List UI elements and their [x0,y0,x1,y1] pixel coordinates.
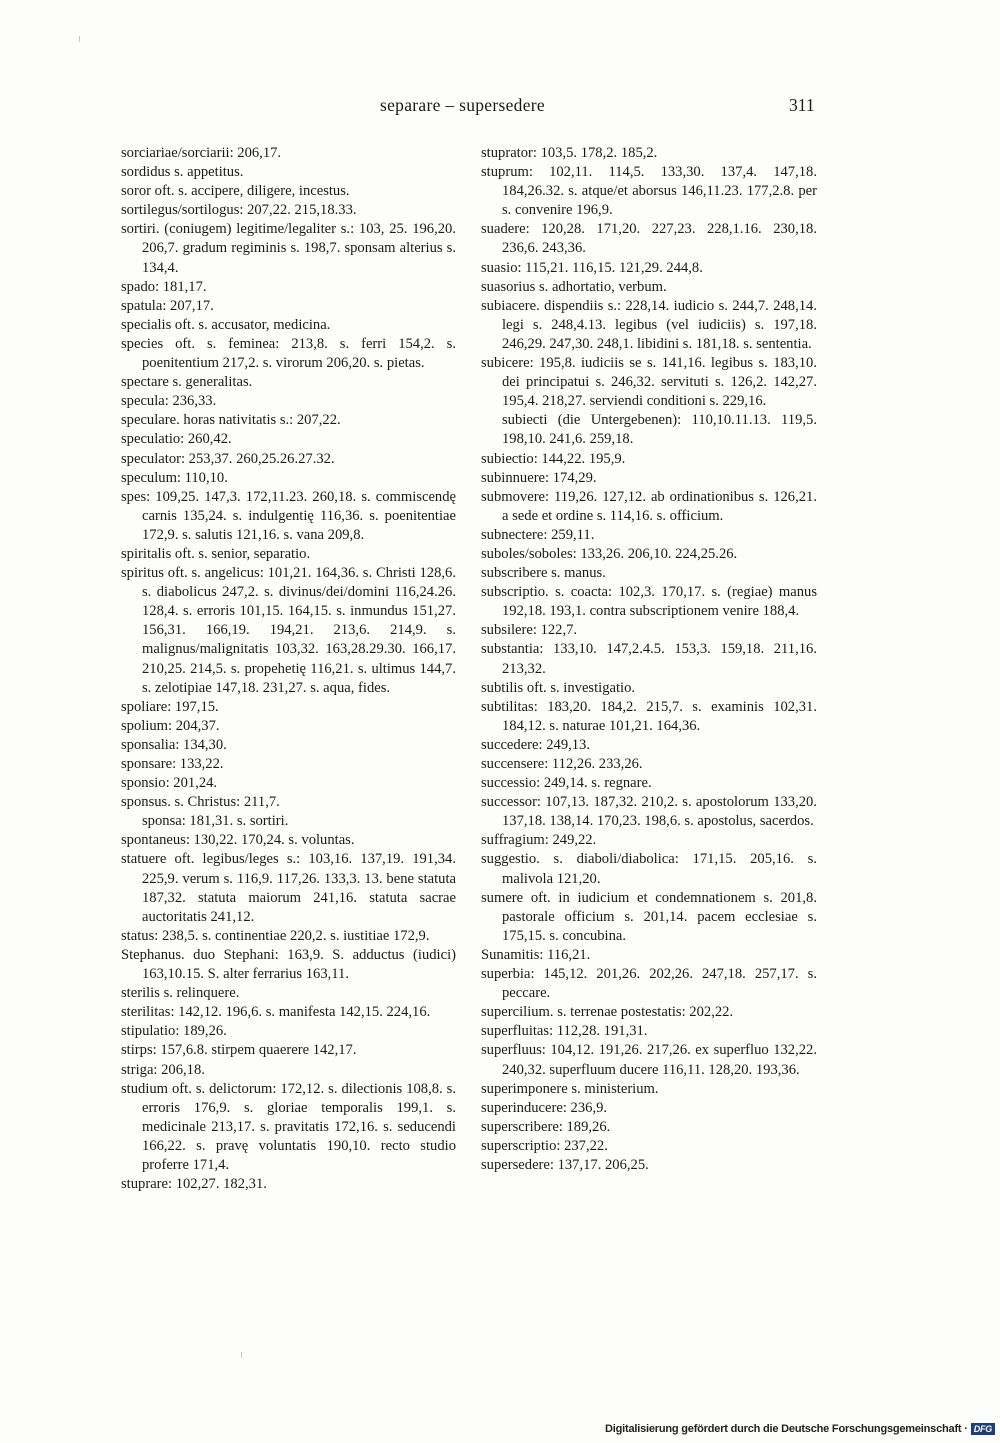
index-entry: specialis oft. s. accusator, medicina. [121,316,331,333]
index-entry: stipulatio: 189,26. [121,1023,227,1040]
funding-text: Digitalisierung gefördert durch die Deutsche Forschungsgemeinschaft · [605,1423,968,1435]
index-entry: stuprare: 102,27. 182,31. [121,1176,267,1193]
index-entry: spiritalis oft. s. senior, separatio. [121,545,311,562]
index-entry: superinducere: 236,9. [481,1099,608,1116]
index-entry: sortiri. (coniugem) legitime/legaliter s.: 103, 25. 196,20. 206,7. gradum regiminis s. 198,7. sponsam alterius s. 134,4. [121,221,456,276]
index-entry: sterilitas: 142,12. 196,6. s. manifesta 142,15. 224,16. [121,1004,431,1021]
dfg-logo-icon: DFG [971,1423,995,1435]
index-entry: superfluitas: 112,28. 191,31. [481,1023,648,1040]
index-entry: sponsalia: 134,30. [121,736,227,753]
index-entry: suffragium: 249,22. [481,832,597,849]
index-entry: sterilis s. relinquere. [121,985,240,1002]
index-entry: speculatio: 260,42. [121,431,232,448]
index-entry: statuere oft. legibus/leges s.: 103,16. 137,19. 191,34. 225,9. verum s. 116,9. 117,26. 133,3. 13. bene statuta 187,32. statuta maiorum 241,16. statuta sacrae auctoritatis 241,12. [121,851,456,925]
index-entry: specula: 236,33. [121,393,217,410]
index-entry: successor: 107,13. 187,32. 210,2. s. apostolorum 133,20. 137,18. 138,14. 170,23. 198,6. s. apostolus, sacerdos. [481,794,817,830]
index-entry: superfluus: 104,12. 191,26. 217,26. ex superfluo 132,22. 240,32. superfluum ducere 116,11. 128,20. 193,36. [481,1042,817,1078]
index-entry: suadere: 120,28. 171,20. 227,23. 228,1.16. 230,18. 236,6. 243,36. [481,221,817,257]
index-column-left [121,144,456,1194]
index-entry: subinnuere: 174,29. [481,469,597,486]
index-entry: spado: 181,17. [121,278,207,295]
index-entry: sordidus s. appetitus. [121,164,244,181]
index-entry: stuprum: 102,11. 114,5. 133,30. 137,4. 147,18. 184,26.32. s. atque/et aborsus 146,11.23. 177,2.8. per s. convenire 196,9. [481,164,817,219]
index-entry: succensere: 112,26. 233,26. [481,756,643,772]
index-entry: successio: 249,14. s. regnare. [481,775,652,792]
index-entry: speculator: 253,37. 260,25.26.27.32. [121,450,335,467]
index-entry: spectare s. generalitas. [121,374,253,391]
index-entry: suggestio. s. diaboli/diabolica: 171,15. 205,16. s. malivola 121,20. [481,851,817,887]
index-entry: subtilitas: 183,20. 184,2. 215,7. s. examinis 102,31. 184,12. s. naturae 101,21. 164,36. [481,698,817,734]
index-entry: striga: 206,18. [121,1061,205,1078]
index-entry: species oft. s. feminea: 213,8. s. ferri 154,2. s. poenitentium 217,2. s. virorum 206,20. s. pietas. [121,335,456,372]
index-entry: subiectio: 144,22. 195,9. [481,450,626,467]
index-entry: stuprator: 103,5. 178,2. 185,2. [481,145,658,161]
index-entry: suboles/soboles: 133,26. 206,10. 224,25.26. [481,545,738,562]
margin-mark [241,1352,242,1358]
index-entry: sorciariae/sorciarii: 206,17. [121,145,282,161]
margin-mark [79,36,80,42]
index-entry: sponsus. s. Christus: 211,7. [121,794,280,811]
index-entry: superbia: 145,12. 201,26. 202,26. 247,18. 257,17. s. peccare. [481,966,817,1002]
running-header [0,95,1000,119]
index-entry: subscriptio. s. coacta: 102,3. 170,17. s. (regiae) manus 192,18. 193,1. contra subscriptionem venire 188,4. [481,584,817,620]
index-entry: superscriptio: 237,22. [481,1137,608,1154]
page-number: 311 [789,95,815,115]
index-entry: supercilium. s. terrenae postestatis: 202,22. [481,1004,734,1021]
index-entry: subiacere. dispendiis s.: 228,14. iudicio s. 244,7. 248,14. legi s. 248,4.13. legibus (vel iudiciis) s. 197,18. 246,29. 247,30. 248,1. libidini s. 181,18. s. sententia. [481,297,817,352]
index-entry: spoliare: 197,15. [121,698,219,715]
index-entry: spontaneus: 130,22. 170,24. s. voluntas. [121,832,355,849]
index-entry: sponsare: 133,22. [121,756,224,772]
index-subentry: sponsa: 181,31. s. sortiri. [142,813,289,830]
index-entry: sortilegus/sortilogus: 207,22. 215,18.33. [121,202,357,219]
index-entry: subscribere s. manus. [481,565,606,582]
index-entry: status: 238,5. s. continentiae 220,2. s. iustitiae 172,9. [121,927,430,944]
index-entry: superscribere: 189,26. [481,1118,611,1135]
index-entry: spes: 109,25. 147,3. 172,11.23. 260,18. s. commiscendę carnis 135,24. s. indulgentię 116,36. s. poenitentiae 172,9. s. salutis 121,16. s. vana 209,8. [121,488,456,543]
index-entry: subtilis oft. s. investigatio. [481,679,636,696]
index-entry: suasio: 115,21. 116,15. 121,29. 244,8. [481,259,703,276]
index-entry: speculum: 110,10. [121,469,228,486]
funding-note [605,1423,995,1435]
running-title: separare – supersedere [380,95,545,115]
index-entry: substantia: 133,10. 147,2.4.5. 153,3. 159,18. 211,16. 213,32. [481,641,817,677]
index-entry: soror oft. s. accipere, diligere, incestus. [121,183,350,200]
index-entry: sumere oft. in iudicium et condemnationem s. 201,8. pastorale officium s. 201,14. pacem ecclesiae s. 175,15. s. concubina. [481,889,817,944]
index-entry: succedere: 249,13. [481,736,591,753]
index-entry: stirps: 157,6.8. stirpem quaerere 142,17. [121,1042,357,1059]
index-entry: submovere: 119,26. 127,12. ab ordinationibus s. 126,21. a sede et ordine s. 114,16. s. officium. [481,488,817,524]
index-entry: studium oft. s. delictorum: 172,12. s. dilectionis 108,8. s. erroris 176,9. s. gloriae temporalis 199,1. s. medicinale 213,17. s. pravitatis 172,16. s. seducendi 166,22. s. pravę voluntatis 190,10. recto studio proferre 171,4. [121,1080,456,1173]
index-entry: subsilere: 122,7. [481,622,578,639]
index-entry: supersedere: 137,17. 206,25. [481,1156,649,1173]
index-entry: Sunamitis: 116,21. [481,946,591,963]
index-entry: suasorius s. adhortatio, verbum. [481,278,667,295]
index-entry: superimponere s. ministerium. [481,1080,659,1097]
index-entry: subnectere: 259,11. [481,526,595,543]
index-entry: spolium: 204,37. [121,717,220,734]
index-entry: sponsio: 201,24. [121,775,218,792]
index-column-right [481,144,817,1175]
index-subentry: subiecti (die Untergebenen): 110,10.11.13. 119,5. 198,10. 241,6. 259,18. [502,412,817,448]
index-entry: subicere: 195,8. iudiciis se s. 141,16. legibus s. 183,10. dei principatui s. 246,32. servituti s. 126,2. 142,27. 195,4. 218,27. serviendi conditioni s. 229,16. [481,355,817,410]
index-entry: speculare. horas nativitatis s.: 207,22. [121,412,341,429]
index-entry: Stephanus. duo Stephani: 163,9. S. adductus (iudici) 163,10.15. S. alter ferrarius 163,11. [121,946,456,983]
index-entry: spatula: 207,17. [121,297,214,314]
index-entry: spiritus oft. s. angelicus: 101,21. 164,36. s. Christi 128,6. s. diabolicus 247,2. s. divinus/dei/domini 116,24.26. 128,4. s. erroris 101,15. 164,15. s. inmundus 151,27. 156,31. 166,19. 194,21. 213,6. 214,9. s. malignus/malignitatis 103,32. 163,28.29.30. 166,17. 210,25. 214,5. s. propehetię 116,21. s. ultimus 144,7. s. zelotipiae 147,18. 231,27. s. aqua, fides. [121,565,456,696]
